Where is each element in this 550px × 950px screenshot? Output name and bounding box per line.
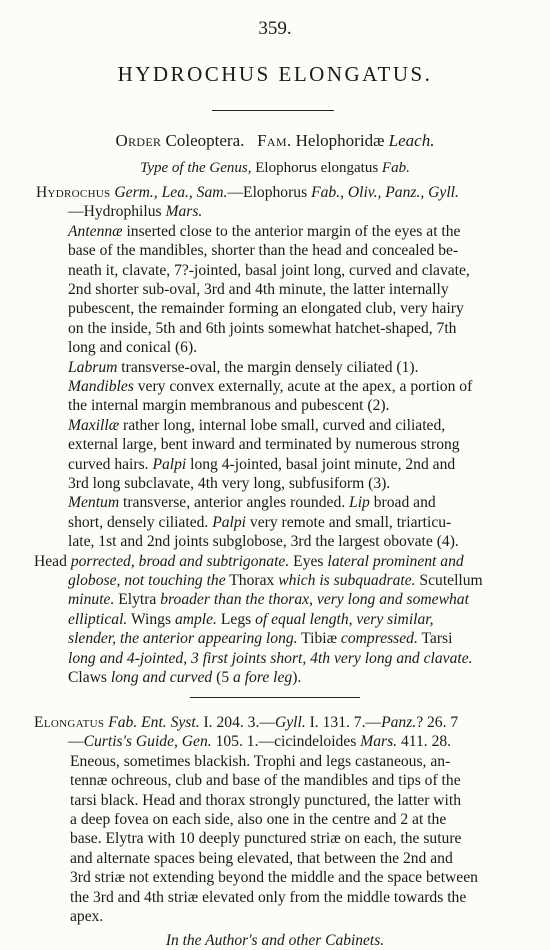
genus-text-line: long and conical (6). <box>68 339 198 357</box>
genus-text-line: 3rd long subclavate, 4th very long, subfusiform (3). <box>68 475 391 492</box>
species-text-line: and alternate spaces being elevated, that between the 2nd and <box>70 849 453 867</box>
species-text-line: base. Elytra with 10 deeply punctured striæ on each, the suture <box>70 830 462 848</box>
genus-text-line: Hydrochus Germ., Lea., Sam.—Elophorus Fab., Oliv., Panz., Gyll. <box>36 184 459 201</box>
section-divider <box>190 697 360 698</box>
species-text-line: the 3rd and 4th striæ elevated only from the middle towards the <box>70 888 467 906</box>
type-species: Elophorus elongatus <box>251 160 382 176</box>
genus-text-line: minute. Elytra broader than the thorax, very long and somewhat <box>68 591 469 609</box>
type-of-genus-line <box>0 160 550 177</box>
order-family-line <box>0 131 550 151</box>
species-text-line: tennæ ochreous, club and base of the mandibles and tips of the <box>70 772 461 790</box>
genus-text-line: base of the mandibles, shorter than the head and concealed be- <box>68 242 459 260</box>
order-value: Coleoptera. <box>161 131 245 150</box>
genus-text-line: pubescent, the remainder forming an elongated club, very hairy <box>68 300 464 318</box>
genus-text-line: Mentum transverse, anterior angles rounded. Lip broad and <box>68 494 436 512</box>
page-number: 359. <box>258 18 292 39</box>
title-divider <box>212 110 334 111</box>
genus-text-line: 2nd shorter sub-oval, 3rd and 4th minute, the latter internally <box>68 281 449 298</box>
genus-text-line: on the inside, 5th and 6th joints somewhat hatchet-shaped, 7th <box>68 319 457 337</box>
genus-text-line: neath it, clavate, 7?-jointed, basal joint long, curved and clavate, <box>68 261 470 279</box>
family-label: Fam. <box>257 131 292 150</box>
species-text-line: Eneous, sometimes blackish. Trophi and legs castaneous, an- <box>70 752 451 770</box>
genus-text-line: external large, bent inward and terminated by numerous strong <box>68 436 460 454</box>
page-title: HYDROCHUS ELONGATUS. <box>117 62 433 86</box>
genus-text-line: Claws long and curved (5 a fore leg). <box>68 669 302 686</box>
genus-text-line: Head porrected, broad and subtrigonate. Eyes lateral prominent and <box>34 552 464 570</box>
genus-text-line: globose, not touching the Thorax which is subquadrate. Scutellum <box>68 572 483 589</box>
genus-text-line: slender, the anterior appearing long. Tibiæ compressed. Tarsi <box>68 630 453 648</box>
species-text-line: 3rd striæ not extending beyond the middle and the space between <box>70 869 478 887</box>
genus-text-line: the internal margin membranous and pubescent (2). <box>68 397 390 415</box>
genus-text-line: elliptical. Wings ample. Legs of equal length, very similar, <box>68 610 434 628</box>
genus-text-line: late, 1st and 2nd joints subglobose, 3rd the largest obovate (4). <box>68 533 459 551</box>
species-text-line: a deep fovea on each side, also one in the centre and 2 at the <box>70 811 447 828</box>
genus-text-line: curved hairs. Palpi long 4-jointed, basal joint minute, 2nd and <box>68 455 456 473</box>
species-text-line: apex. <box>70 908 104 925</box>
cabinet-note: In the Author's and other Cabinets. <box>165 932 385 950</box>
genus-text-line: Mandibles very convex externally, acute at the apex, a portion of <box>68 378 473 395</box>
species-text-line: Elongatus Fab. Ent. Syst. I. 204. 3.—Gyll. I. 131. 7.—Panz.? 26. 7 <box>34 714 459 731</box>
family-author: Leach. <box>388 131 435 150</box>
family-value: Helophoridæ <box>291 131 389 150</box>
genus-text-line: long and 4-jointed, 3 first joints short, 4th very long and clavate. <box>68 649 473 667</box>
type-author: Fab. <box>381 160 410 176</box>
genus-text-line: Maxillæ rather long, internal lobe small, curved and ciliated, <box>68 416 446 434</box>
genus-text-line: Antennæ inserted close to the anterior margin of the eyes at the <box>68 222 461 240</box>
species-text-line: tarsi black. Head and thorax strongly punctured, the latter with <box>70 791 462 809</box>
genus-text-line: short, densely ciliated. Palpi very remote and small, triarticu- <box>68 513 452 531</box>
type-label: Type of the Genus, <box>140 160 252 176</box>
species-text-line: —Curtis's Guide, Gen. 105. 1.—cicindeloides Mars. 411. 28. <box>68 733 452 751</box>
order-label: Order <box>115 131 162 150</box>
genus-text-line: —Hydrophilus Mars. <box>68 203 203 221</box>
genus-text-line: Labrum transverse-oval, the margin densely ciliated (1). <box>68 358 419 376</box>
